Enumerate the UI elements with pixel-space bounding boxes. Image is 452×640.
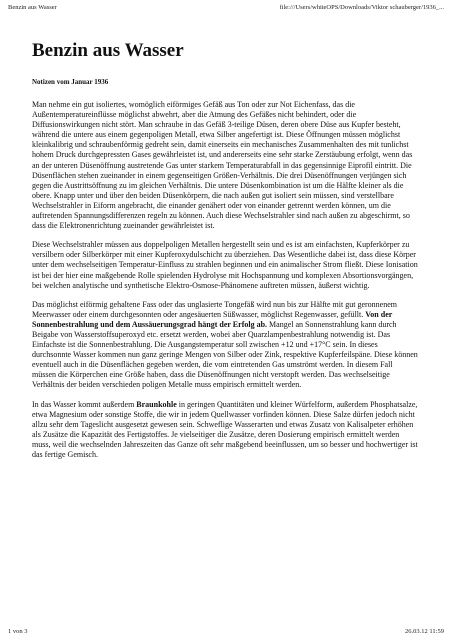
browser-print-header	[8, 4, 444, 11]
paragraph-4-text-b: in geringen Quantitäten und kleiner Würfelform, außerdem Phosphatsalze, etwa Magnesium oder sonstige Stoffe, die wir in jedem Quellwasser vorfinden können. Diese Salze dürfen jedoch nicht allzu sehr dem Tageslicht ausgesetzt gewesen sein. Schweflige Wasserarten und etwas Zusatz von Kalisalpeter erhöhen als Zusätze die Kapazität des Fertigstoffes. Je vielseitiger die Zusätze, deren Dosierung empirisch ermittelt werden muss, weil die wechselnden Jahreszeiten das Ganze oft sehr maßgebend beeinflussen, um so besser und hochwertiger ist das fertige Gemisch.	[32, 399, 418, 459]
document-subtitle: Notizen vom Januar 1936	[32, 78, 109, 86]
paragraph-4-bold: Braunkohle	[136, 399, 177, 409]
page-number: 1 von 3	[8, 628, 28, 635]
paragraph-2: Diese Wechselstrahler müssen aus doppelpoligen Metallen hergestellt sein und es ist am einfachsten, Kupferkörper zu versilbern oder Silberkörper mit einer Kupferoxydulschicht zu überziehen. Das Wesentliche dabei ist, dass diese Körper unter dem wechselseitigen Temperatur-Einfluss zu strahlen beginnen und ein animalischer Strom fließt. Diese Ionisation ist bei der hier eine maßgebende Rolle spielenden Hydrolyse mit Hochspannung und komplexen Absortionsvorgängen, bei welchen analytische und synthetische Elektro-Osmose-Phänomene auftreten müssen, äußerst wichtig.	[32, 240, 418, 290]
paragraph-3-text-a: Das möglichst eiförmig gehaltene Fass oder das unglasierte Tongefäß wird nun bis zur Hälfte mit gut geronnenem Meerwasser oder einem durchgesonnten oder angesäuerten Süßwasser, möglichst Regenwasser, gefüllt.	[32, 299, 397, 319]
paragraph-3-bold: Von der Sonnenbestrahlung und dem Aussäuerungsgrad hängt der Erfolg ab.	[32, 309, 393, 329]
paragraph-4-text-a: In das Wasser kommt außerdem	[32, 399, 135, 409]
print-datetime: 26.03.12 11:59	[405, 628, 444, 635]
paragraph-1: Man nehme ein gut isoliertes, womöglich eiförmiges Gefäß aus Ton oder zur Not Eichenfass, das die Außentemperatureinflüsse möglichst abwehrt, aber die Atmung des Gefäßes nicht behindert, oder die Diffusionswirkungen nicht stört. Man schraube in das Gefäß 3-teilige Düsen, deren obere Düse aus Kupfer besteht, während die untere aus einem gegenpoligen Metall, etwa Silber angefertigt ist. Diese Öffnungen müssen möglichst kleinkalibrig und schraubenförmig gedreht sein, damit einerseits ein mechanisches Zusammenhalten des mit tunlichst hohem Druck durchgepressten Gases gewährleistet ist, und andererseits eine sehr starke Zerstäubung erfolgt, wenn das an der unteren Düsenöffnung austretende Gas unter starkem Temperaturabfall in das gegensinnige Eiprofil eintritt. Die Düsenflächen stehen zueinander in einem gegenseitigen Größen-Verhältnis. Die drei Düsenöffnungen verjüngen sich gegen die Austrittsöffnung zu im gleichen Verhältnis. Die untere Düsenkombination ist um die Hälfte kleiner als die obere. Knapp unter und über den beiden Düsenkörpern, die nach außen gut isoliert sein müssen, sind verstellbare Wechselstrahler in Eiform angebracht, die einander genähert oder von einander getrennt werden können, um die auftretenden Spannungsdifferenzen regeln zu können. Auch diese Wechselstrahler sind nach außen zu abgeschirmt, so dass die Elektronenrichtung zueinander gewährleistet ist.	[32, 100, 413, 231]
document-body	[32, 40, 418, 469]
paragraph-3-text-b: Mangel an Sonnenstrahlung kann durch Beigabe von Wasserstoffsuperoxyd etc. ersetzt werden, wobei aber Quarzlampenbestrahlung notwendig ist. Das Einfachste ist die Sonnenbestrahlung. Die Ausgangstemperatur soll zwischen +12 und +17°C sein. In dieses durchsonnte Wasser kommen nun ganz geringe Mengen von Silber oder Zink, respektive Kupferfeilspäne. Diese können eventuell auch in die Düsenflächen gegeben werden, die vom eintretenden Gas umströmt werden. In diesem Fall müssen die Körperchen eine Größe haben, dass die Düsenöffnungen nicht verstopft werden. Das wechselseitige Verhältnis der beiden verschieden poligen Metalle muss empirisch ermittelt werden.	[32, 319, 418, 390]
header-url: file:///Users/whiteOPS/Downloads/Viktor schauberger/1936_...	[279, 4, 444, 11]
paragraph-4	[32, 400, 418, 461]
browser-print-footer	[8, 628, 444, 635]
paragraph-3	[32, 300, 418, 391]
page-title: Benzin aus Wasser	[32, 40, 184, 61]
header-title: Benzin aus Wasser	[8, 4, 57, 11]
